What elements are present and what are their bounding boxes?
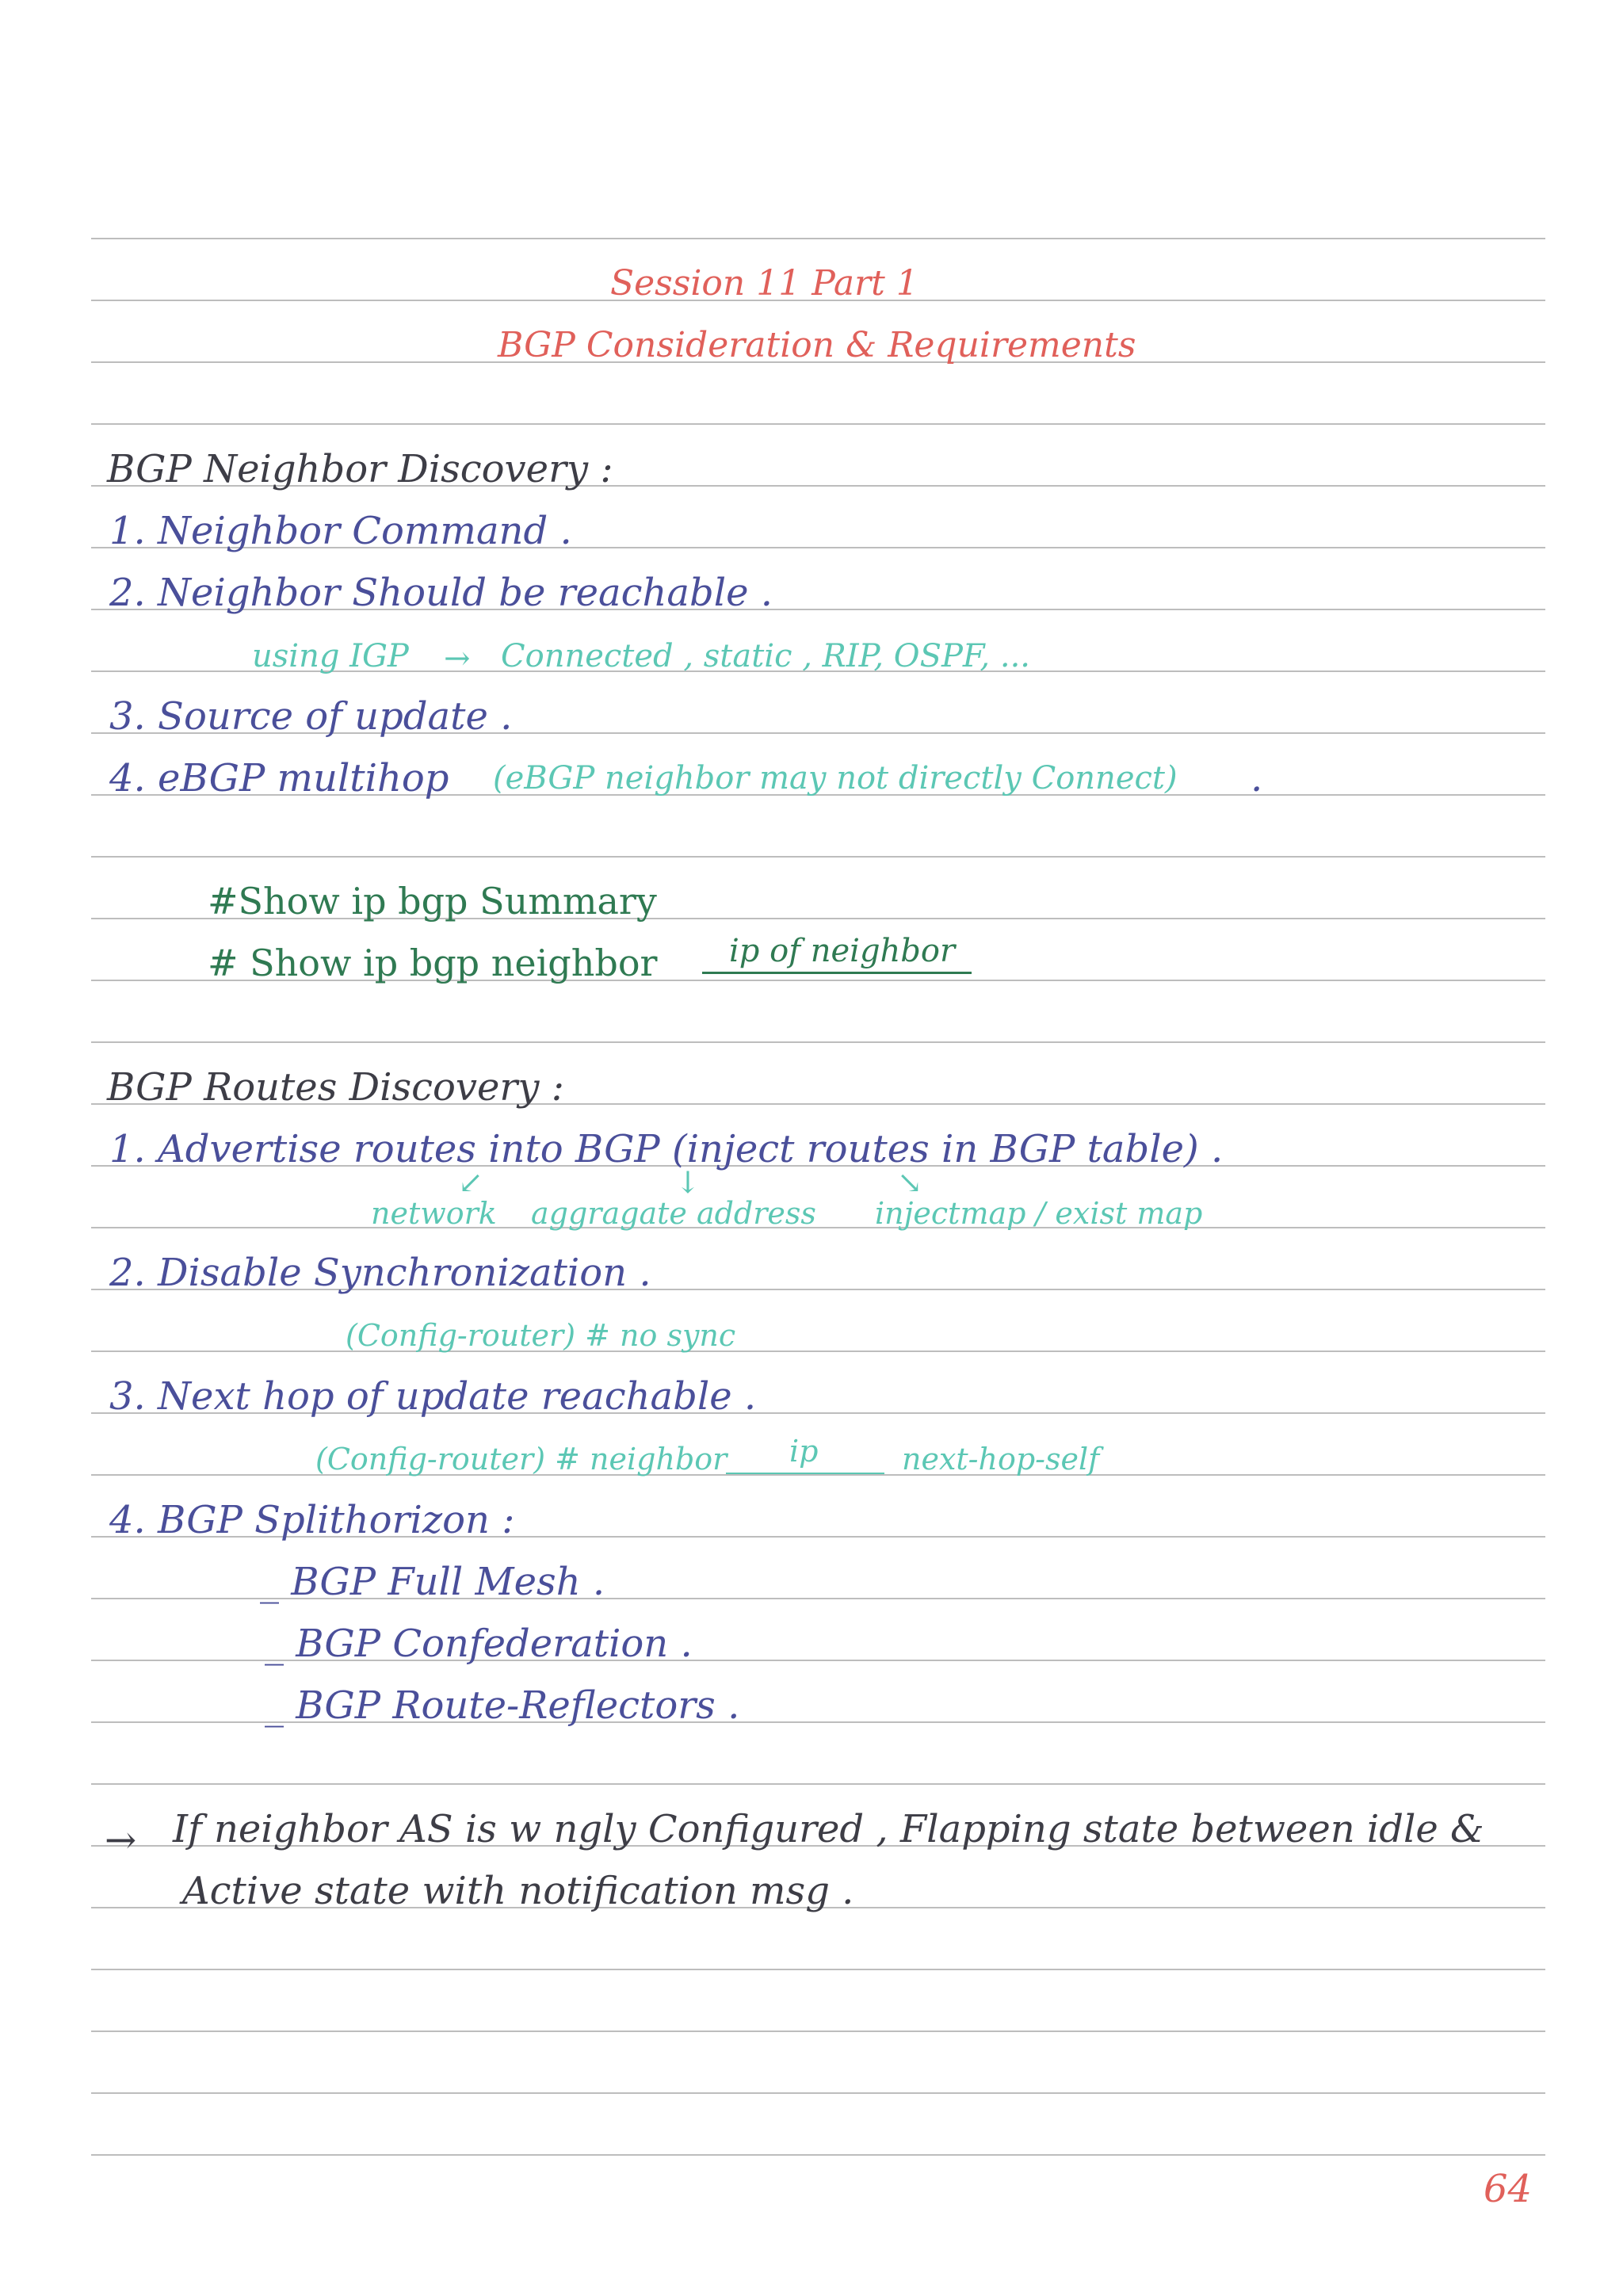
down-arrow-icon: ↓ <box>675 1165 701 1200</box>
neighbor-item-2: 2. Neighbor Should be reachable . <box>109 571 773 615</box>
multihop-note: (eBGP neighbor may not directly Connect) <box>493 760 1178 797</box>
routes-discovery-heading: BGP Routes Discovery : <box>107 1065 564 1110</box>
route-option-aggregate: aggragate address <box>531 1196 816 1231</box>
routes-item-2: 2. Disable Synchronization . <box>109 1251 651 1295</box>
neighbor-item-3: 3. Source of update . <box>109 694 513 739</box>
right-arrow-icon: → <box>105 1818 137 1862</box>
no-sync-command: (Config-router) # no sync <box>346 1318 736 1353</box>
next-hop-command-prefix: (Config-router) # neighbor <box>315 1442 727 1477</box>
ruled-line <box>91 856 1545 858</box>
neighbor-ip-argument: ip of neighbor <box>729 933 956 969</box>
ruled-line <box>91 1474 1545 1476</box>
ruled-line <box>91 1969 1545 1970</box>
neighbor-item-4: 4. eBGP multihop <box>109 756 449 800</box>
ip-blank-line <box>726 1473 884 1474</box>
ruled-line <box>91 2092 1545 2094</box>
page-title: BGP Consideration & Requirements <box>498 325 1136 365</box>
note-line-2: Active state with notification msg . <box>182 1869 854 1913</box>
down-left-arrow-icon: ↙ <box>458 1165 483 1200</box>
route-option-injectmap: injectmap / exist map <box>875 1196 1203 1231</box>
ruled-line <box>91 238 1545 239</box>
routes-item-4: 4. BGP Splithorizon : <box>109 1498 515 1542</box>
ruled-line <box>91 2030 1545 2032</box>
igp-note-list: Connected , static , RIP, OSPF, ... <box>501 638 1031 674</box>
ruled-line <box>91 2154 1545 2156</box>
split-horizon-confederation: _ BGP Confederation . <box>265 1622 693 1666</box>
route-option-network: network <box>371 1196 497 1231</box>
right-arrow-icon: → <box>444 640 471 677</box>
ruled-line <box>91 1041 1545 1043</box>
neighbor-discovery-heading: BGP Neighbor Discovery : <box>107 447 613 491</box>
ruled-line <box>91 1350 1545 1352</box>
ruled-line <box>91 1783 1545 1785</box>
show-bgp-neighbor-command: # Show ip bgp neighbor <box>208 942 658 984</box>
next-hop-command-ip: ip <box>789 1434 819 1469</box>
argument-underline <box>702 972 972 974</box>
split-horizon-full-mesh: _ BGP Full Mesh . <box>260 1560 605 1604</box>
routes-item-1: 1. Advertise routes into BGP (inject routes in BGP table) . <box>109 1127 1224 1171</box>
split-horizon-route-reflectors: _ BGP Route-Reflectors . <box>265 1683 740 1728</box>
session-title: Session 11 Part 1 <box>610 263 918 304</box>
igp-note-prefix: using IGP <box>252 638 409 674</box>
down-right-arrow-icon: ↘ <box>897 1165 922 1200</box>
neighbor-item-1: 1. Neighbor Command . <box>109 509 572 553</box>
routes-item-3: 3. Next hop of update reachable . <box>109 1374 757 1419</box>
ruled-line <box>91 1227 1545 1228</box>
show-bgp-summary-command: #Show ip bgp Summary <box>208 880 657 923</box>
page-number: 64 <box>1484 2167 1533 2211</box>
next-hop-self: next-hop-self <box>902 1442 1100 1477</box>
note-line-1: If neighbor AS is w ngly Configured , Flapping state between idle & <box>173 1807 1484 1851</box>
ruled-line <box>91 423 1545 425</box>
multihop-period: . <box>1251 756 1263 800</box>
